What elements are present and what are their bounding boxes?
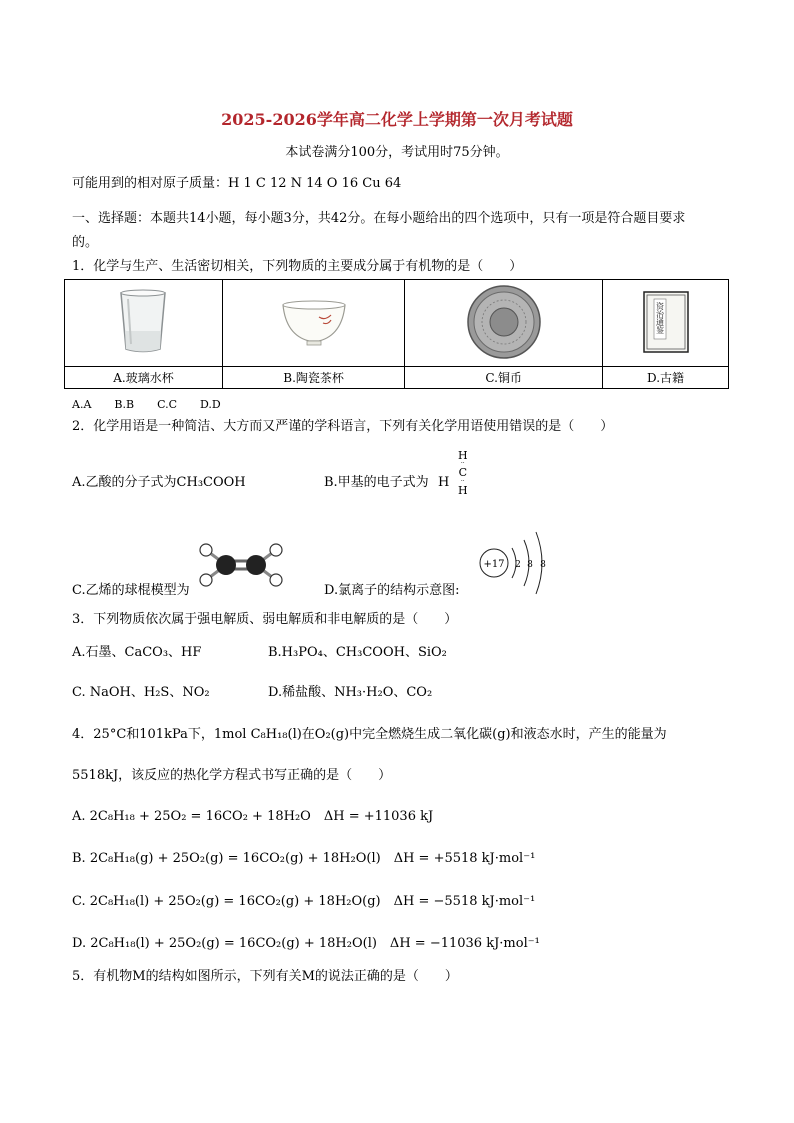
q5-stem: 5．有机物M的结构如图所示，下列有关M的说法正确的是（ ） (72, 969, 458, 984)
glass-cup-image (113, 289, 173, 355)
q4-option-a: A. 2C₈H₁₈ + 25O₂ = 16CO₂ + 18H₂O ΔH = +11036 kJ (72, 809, 434, 824)
q4-stem-line1: 4．25°C和101kPa下，1mol C₈H₁₈(l)在O₂(g)中完全燃烧生成二氧化碳(g)和液态水时，产生的能量为 (72, 727, 667, 742)
q1-caption-c: C.铜币 (405, 367, 603, 389)
copper-coin-image (466, 284, 542, 360)
q4-stem-line2: 5518kJ，该反应的热化学方程式书写正确的是（ ） (72, 768, 392, 783)
q2-a-label: A.乙酸的分子式为 (72, 475, 177, 490)
q2-stem: 2．化学用语是一种简洁、大方而又严谨的学科语言，下列有关化学用语使用错误的是（ ） (72, 419, 614, 434)
section1-instructions-line2: 的。 (72, 235, 99, 250)
atomic-masses: 可能用到的相对原子质量：H 1 C 12 N 14 O 16 Cu 64 (72, 176, 402, 191)
q1-option-c: C.C (157, 398, 177, 411)
q1-option-d: D.D (200, 398, 221, 411)
q1-option-a: A.A (72, 398, 92, 411)
q2-b-H-left: H (438, 475, 450, 490)
cl-shell-3: 8 (540, 560, 546, 570)
q4-option-b: B. 2C₈H₁₈(g) + 25O₂(g) = 16CO₂(g) + 18H₂O(l) ΔH = +5518 kJ·mol⁻¹ (72, 851, 536, 866)
q2-option-c: C.乙烯的球棍模型为 (72, 583, 190, 598)
ethylene-ball-stick-model (196, 542, 286, 588)
q2-a-formula: CH₃COOH (176, 475, 246, 490)
q2-b-C: C (458, 466, 467, 479)
methyl-electron-formula: H ·· C ·· H (458, 449, 468, 497)
q1-image-table (64, 279, 729, 389)
q2-b-label: B.甲基的电子式为 (324, 475, 429, 490)
ancient-book-title: 资治通鉴 (655, 301, 665, 334)
q4-option-c: C. 2C₈H₁₈(l) + 25O₂(g) = 16CO₂(g) + 18H₂O(g) ΔH = −5518 kJ·mol⁻¹ (72, 894, 536, 909)
q2-option-a (72, 475, 246, 491)
chloride-ion-structure-diagram (474, 530, 554, 596)
q1-cell-a (65, 280, 223, 367)
q1-caption-d: D.古籍 (603, 367, 729, 389)
porcelain-cup-image (279, 297, 349, 347)
q3-option-d: D.稀盐酸、NH₃·H₂O、CO₂ (268, 685, 433, 700)
exam-title: 2025-2026学年高二化学上学期第一次月考试题 (221, 110, 573, 129)
exam-subtitle: 本试卷满分100分，考试用时75分钟。 (285, 145, 509, 160)
cl-shell-1: 2 (515, 560, 521, 570)
q1-stem: 1．化学与生产、生活密切相关，下列物质的主要成分属于有机物的是（ ） (72, 259, 523, 274)
q2-b-H-bottom: H (458, 484, 468, 497)
cl-shell-2: 8 (527, 560, 533, 570)
q2-option-d: D.氯离子的结构示意图: (324, 583, 460, 598)
q3-option-b: B.H₃PO₄、CH₃COOH、SiO₂ (268, 645, 447, 660)
q2-b-H-top: H (458, 449, 468, 462)
q1-caption-a: A.玻璃水杯 (65, 367, 223, 389)
q3-option-a: A.石墨、CaCO₃、HF (72, 645, 202, 660)
q3-option-c: C. NaOH、H₂S、NO₂ (72, 685, 210, 700)
q1-cell-b (222, 280, 404, 367)
q3-stem: 3．下列物质依次属于强电解质、弱电解质和非电解质的是（ ） (72, 612, 458, 627)
q1-option-b: B.B (114, 398, 135, 411)
q1-cell-c (405, 280, 603, 367)
ancient-book-image (642, 290, 690, 354)
q1-caption-b: B.陶瓷茶杯 (222, 367, 404, 389)
q1-cell-d (603, 280, 729, 367)
section1-instructions-line1: 一、选择题：本题共14小题，每小题3分，共42分。在每小题给出的四个选项中，只有一项是符合题目要求 (72, 211, 686, 226)
cl-nucleus-charge: +17 (483, 559, 505, 570)
q4-option-d: D. 2C₈H₁₈(l) + 25O₂(g) = 16CO₂(g) + 18H₂O(l) ΔH = −11036 kJ·mol⁻¹ (72, 936, 540, 951)
